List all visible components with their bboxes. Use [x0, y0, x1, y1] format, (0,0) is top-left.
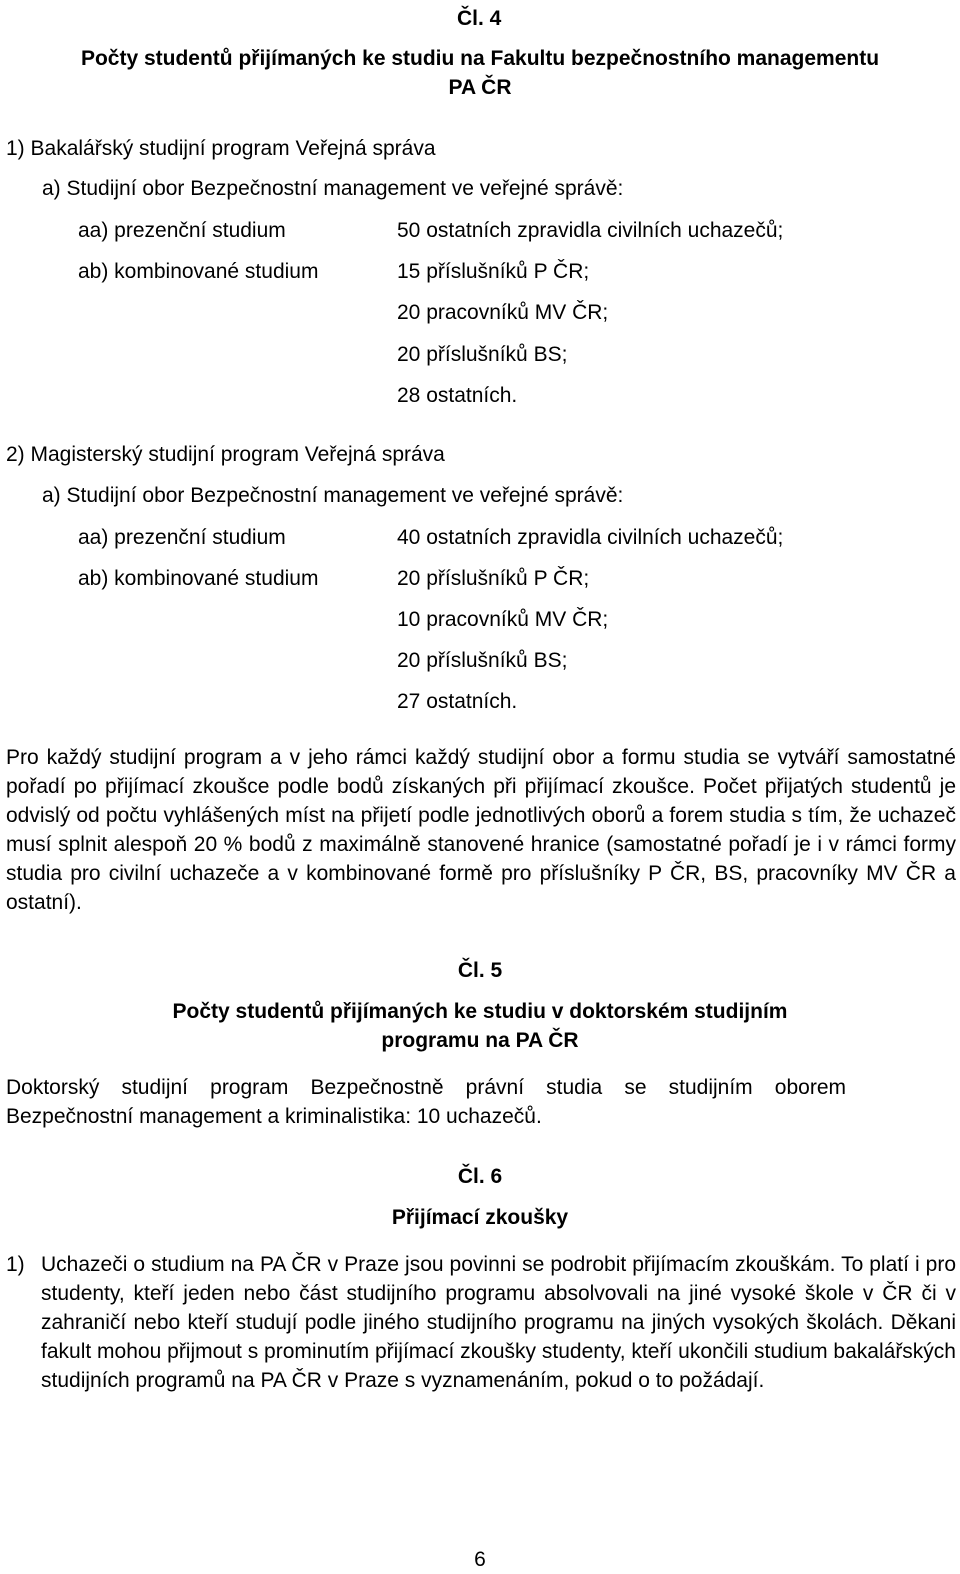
program-2-ab-label: ab) kombinované studium [78, 567, 319, 590]
article-6-item-1-marker: 1) [6, 1253, 25, 1276]
program-1-ab-value: 28 ostatních. [397, 384, 518, 407]
program-1-obor: a) Studijní obor Bezpečnostní management ve veřejné správě: [42, 177, 624, 200]
program-2-obor: a) Studijní obor Bezpečnostní management ve veřejné správě: [42, 484, 624, 507]
program-1-heading: 1) Bakalářský studijní program Veřejná správa [6, 137, 436, 160]
article-5-title-line1: Počty studentů přijímaných ke studiu v doktorském studijním [172, 1000, 788, 1023]
article-5-text: Doktorský studijní program Bezpečnostně právní studia se studijním oborem Bezpečnostní management a kriminalistika: 10 uchazečů. [6, 1076, 846, 1128]
program-1-ab-value: 15 příslušníků P ČR; [397, 260, 590, 283]
article-4-title-line1: Počty studentů přijímaných ke studiu na Fakultu bezpečnostního managementu [80, 47, 880, 70]
program-1-ab-value: 20 pracovníků MV ČR; [397, 301, 609, 324]
program-2-aa-label: aa) prezenční studium [78, 526, 286, 549]
article-6-number: Čl. 6 [457, 1165, 503, 1188]
article-4-number: Čl. 4 [457, 7, 502, 30]
program-2-ab-value: 27 ostatních. [397, 690, 518, 713]
article-4-title-line2: PA ČR [448, 76, 512, 99]
article-5-title-line2: programu na PA ČR [381, 1029, 579, 1052]
program-1-ab-label: ab) kombinované studium [78, 260, 319, 283]
article-6-title: Přijímací zkoušky [391, 1206, 569, 1229]
program-2-ab-value: 10 pracovníků MV ČR; [397, 608, 609, 631]
program-2-ab-value: 20 příslušníků BS; [397, 649, 568, 672]
page-number: 6 [474, 1548, 486, 1571]
program-1-ab-value: 20 příslušníků BS; [397, 343, 568, 366]
program-1-aa-label: aa) prezenční studium [78, 219, 286, 242]
article-6-item-1-text: Uchazeči o studium na PA ČR v Praze jsou povinni se podrobit přijímacím zkouškám. To platí i pro studenty, kteří jeden nebo část studijního programu absolvovali na jiné vysoké škole v ČR či v zahraničí nebo kteří studují podle jiného studijního programu na jiných vysokých školách. Děkani fakult mohou přijmout s prominutím přijímací zkoušky studenty, kteří ukončili studium bakalářských studijních programů na PA ČR v Praze s vyznamenáním, pokud o to požádají. [41, 1253, 956, 1392]
program-1-aa-value: 50 ostatních zpravidla civilních uchazečů; [397, 219, 784, 242]
program-2-heading: 2) Magisterský studijní program Veřejná správa [6, 443, 445, 466]
program-2-ab-value: 20 příslušníků P ČR; [397, 567, 590, 590]
program-2-aa-value: 40 ostatních zpravidla civilních uchazečů; [397, 526, 784, 549]
article-4-paragraph: Pro každý studijní program a v jeho rámci každý studijní obor a formu studia se vytváří samostatné pořadí po přijímací zkoušce podle bodů získaných při přijímací zkoušce. Počet přijatých studentů je odvislý od počtu vyhlášených míst na přijetí podle jednotlivých oborů a forem studia s tím, že uchazeč musí splnit alespoň 20 % bodů z maximálně stanovené hranice (samostatné pořadí je i v rámci formy studia pro civilní uchazeče a v kombinované formě pro příslušníky P ČR, BS, pracovníky MV ČR a ostatní). [6, 746, 956, 914]
article-5-number: Čl. 5 [457, 959, 503, 982]
